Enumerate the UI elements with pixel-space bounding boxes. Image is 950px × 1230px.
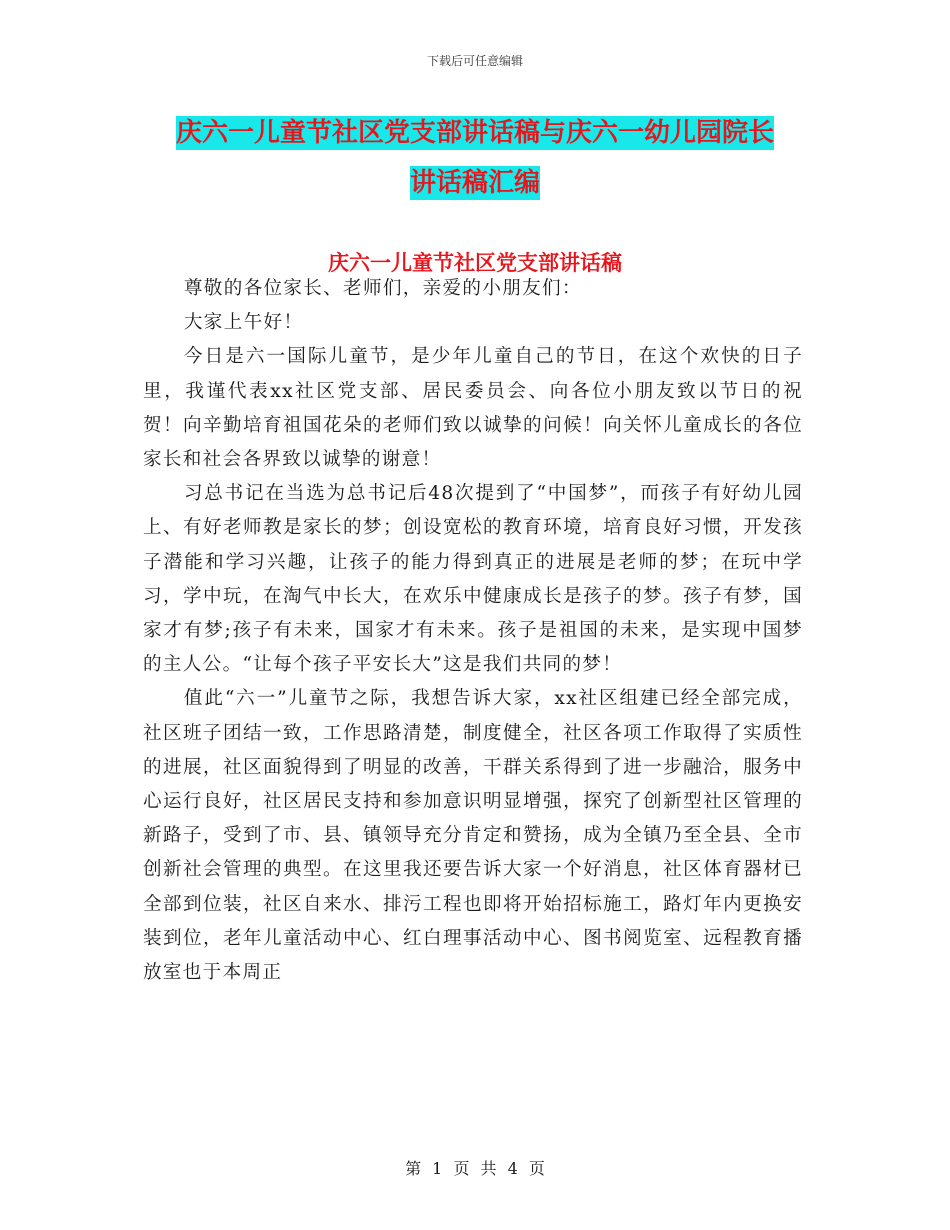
body-paragraph: 值此“六一”儿童节之际，我想告诉大家，xx社区组建已经全部完成，社区班子团结一致，工作思路清楚，制度健全，社区各项工作取得了实质性的进展，社区面貌得到了明显的改善，干群关系得到了进一步融洽，服务中心运行良好，社区居民支持和参加意识明显增强，探究了创新型社区管理的新路子，受到了市、县、镇领导充分肯定和赞扬，成为全镇乃至全县、全市创新社会管理的典型。在这里我还要告诉大家一个好消息，社区体育器材已全部到位装，社区自来水、排污工程也即将开始招标施工，路灯年内更换安装到位，老年儿童活动中心、红白理事活动中心、图书阅览室、远程教育播放室也于本周正	[143, 688, 803, 984]
section-title: 庆六一儿童节社区党支部讲话稿	[328, 250, 622, 275]
document-title-line-1: 庆六一儿童节社区党支部讲话稿与庆六一幼儿园院长	[175, 118, 774, 148]
page-header-note: 下载后可任意编辑	[426, 54, 523, 68]
document-body	[143, 272, 803, 990]
salutation-paragraph: 尊敬的各位家长、老师们，亲爱的小朋友们：	[183, 278, 582, 299]
document-title-line-2: 讲话稿汇编	[409, 168, 540, 198]
body-paragraph: 习总书记在当选为总书记后48次提到了“中国梦”，而孩子有好幼儿园上、有好老师教是家长的梦；创设宽松的教育环境，培育良好习惯，开发孩子潜能和学习兴趣，让孩子的能力得到真正的进展是老师的梦；在玩中学习，学中玩，在淘气中长大，在欢乐中健康成长是孩子的梦。孩子有梦，国家才有梦;孩子有未来，国家才有未来。孩子是祖国的未来，是实现中国梦的主人公。“让每个孩子平安长大”这是我们共同的梦！	[143, 483, 803, 676]
page-number: 第 1 页 共 4 页	[405, 1159, 545, 1178]
body-paragraph: 今日是六一国际儿童节，是少年儿童自己的节日，在这个欢快的日子里，我谨代表xx社区党支部、居民委员会、向各位小朋友致以节日的祝贺！向辛勤培育祖国花朵的老师们致以诚挚的问候！向关怀儿童成长的各位家长和社会各界致以诚挚的谢意！	[143, 346, 803, 471]
greeting-paragraph: 大家上午好！	[183, 312, 304, 334]
document-title	[0, 108, 950, 208]
